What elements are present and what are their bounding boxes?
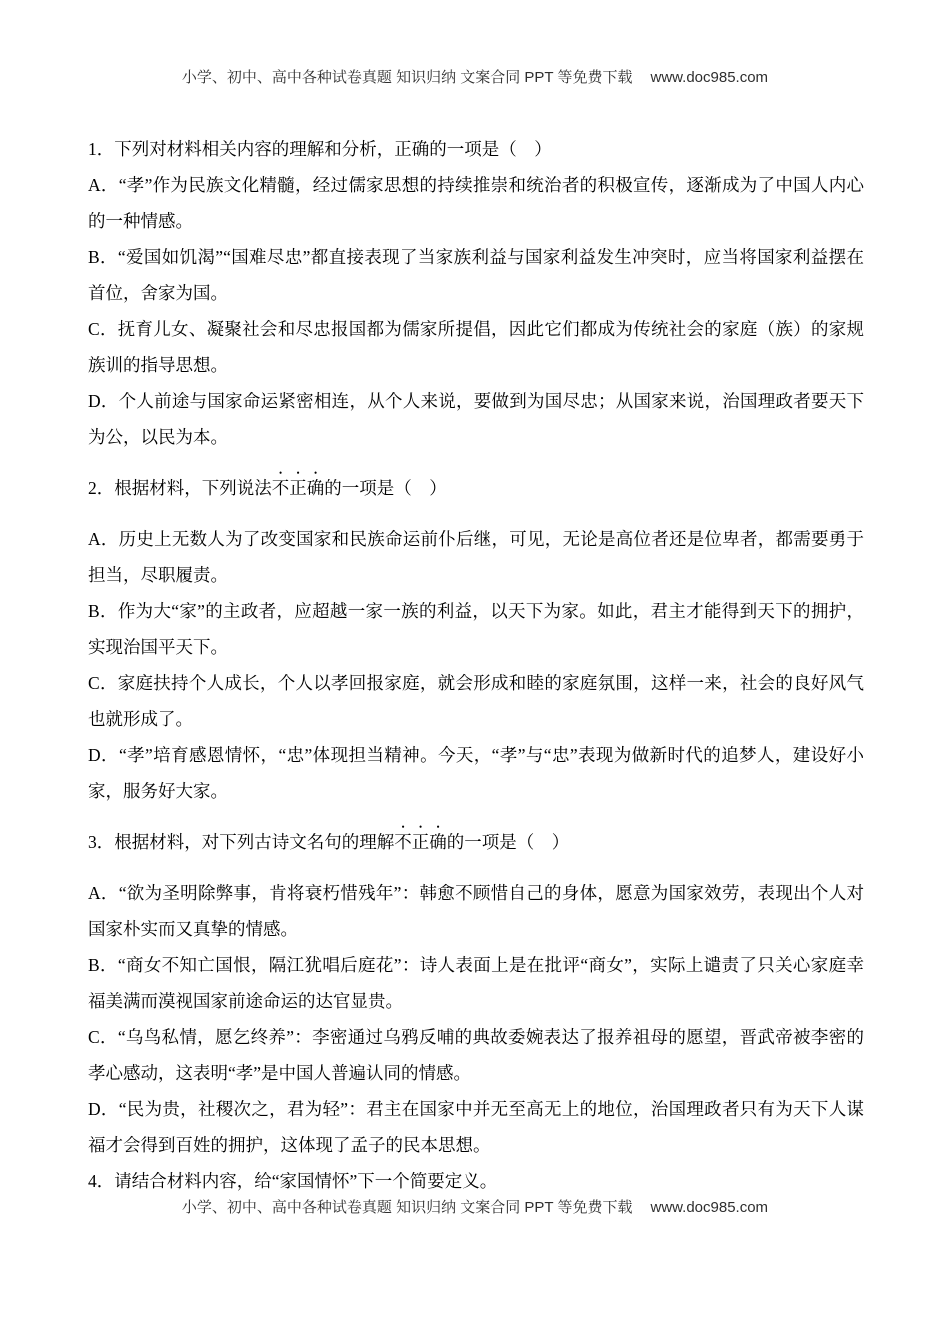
- page-footer-watermark: [0, 1196, 950, 1217]
- question-list: [88, 131, 864, 1199]
- question-2-option-d: [88, 737, 864, 809]
- question-1-text: 下列对材料相关内容的理解和分析，正确的一项是（ ）: [114, 139, 552, 159]
- option-text: “商女不知亡国恨，隔江犹唱后庭花”：诗人表面上是在批评“商女”，实际上谴责了只关心家庭幸福美满而漠视国家前途命运的达官显贵。: [88, 955, 864, 1011]
- option-label: B．: [88, 247, 118, 267]
- question-1-option-a: [88, 167, 864, 239]
- question-2-option-c: [88, 665, 864, 737]
- option-label: D．: [88, 1099, 119, 1119]
- option-text: “乌鸟私情，愿乞终养”：李密通过乌鸦反哺的典故委婉表达了报养祖母的愿望，晋武帝被李密的孝心感动，这表明“孝”是中国人普遍认同的情感。: [88, 1027, 864, 1083]
- option-label: D．: [88, 391, 119, 411]
- question-1-option-d: [88, 383, 864, 455]
- question-1-number: 1．: [88, 139, 115, 159]
- option-text: “欲为圣明除弊事，肯将衰朽惜残年”：韩愈不顾惜自己的身体，愿意为国家效劳，表现出个人对国家朴实而又真挚的情感。: [88, 883, 864, 939]
- option-text: “爱国如饥渴”“国难尽忠”都直接表现了当家族利益与国家利益发生冲突时，应当将国家利益摆在首位，舍家为国。: [88, 247, 864, 303]
- option-label: C．: [88, 673, 118, 693]
- question-2-text-post: 的一项是（ ）: [324, 478, 447, 498]
- option-label: A．: [88, 175, 119, 195]
- question-3-number: 3．: [88, 832, 115, 852]
- question-3-option-c: [88, 1019, 864, 1091]
- option-label: B．: [88, 601, 118, 621]
- footer-text: 小学、初中、高中各种试卷真题 知识归纳 文案合同 PPT 等免费下载: [181, 1199, 633, 1216]
- page-header-watermark: [0, 66, 950, 87]
- option-label: C．: [88, 319, 118, 339]
- question-3-emphasized-text: 不正确: [394, 832, 447, 852]
- option-text: “民为贵，社稷次之，君为轻”：君主在国家中并无至高无上的地位，治国理政者只有为天下人谋福才会得到百姓的拥护，这体现了孟子的民本思想。: [88, 1099, 864, 1155]
- option-label: A．: [88, 529, 119, 549]
- option-text: “孝”培育感恩情怀，“忠”体现担当精神。今天，“孝”与“忠”表现为做新时代的追梦人，建设好小家，服务好大家。: [88, 745, 864, 801]
- question-3-text-pre: 根据材料，对下列古诗文名句的理解: [114, 832, 395, 852]
- option-text: 个人前途与国家命运紧密相连，从个人来说，要做到为国尽忠；从国家来说，治国理政者要天下为公，以民为本。: [88, 391, 865, 447]
- option-text: 家庭扶持个人成长，个人以孝回报家庭，就会形成和睦的家庭氛围，这样一来，社会的良好风气也就形成了。: [88, 673, 864, 729]
- question-3-option-d: [88, 1091, 864, 1163]
- question-4-number: 4．: [88, 1171, 115, 1191]
- question-2-text-pre: 根据材料，下列说法: [114, 478, 272, 498]
- question-3-option-a: [88, 875, 864, 947]
- question-2-option-a: [88, 521, 864, 593]
- question-2-number: 2．: [88, 478, 115, 498]
- question-3-option-b: [88, 947, 864, 1019]
- header-text: 小学、初中、高中各种试卷真题 知识归纳 文案合同 PPT 等免费下载: [181, 69, 633, 86]
- question-4-stem: [88, 1163, 864, 1199]
- option-label: C．: [88, 1027, 118, 1047]
- question-1-option-c: [88, 311, 864, 383]
- question-2-option-b: [88, 593, 864, 665]
- option-label: B．: [88, 955, 118, 975]
- option-label: A．: [88, 883, 119, 903]
- option-label: D．: [88, 745, 119, 765]
- option-text: 抚育儿女、凝聚社会和尽忠报国都为儒家所提倡，因此它们都成为传统社会的家庭（族）的家规族训的指导思想。: [88, 319, 864, 375]
- question-2-emphasized-text: 不正确: [271, 478, 325, 498]
- question-2-stem: [88, 468, 864, 506]
- question-1-stem: [88, 131, 864, 167]
- question-1-option-b: [88, 239, 864, 311]
- question-4-text: 请结合材料内容，给“家国情怀”下一个简要定义。: [114, 1171, 498, 1191]
- option-text: “孝”作为民族文化精髓，经过儒家思想的持续推崇和统治者的积极宣传，逐渐成为了中国人内心的一种情感。: [88, 175, 864, 231]
- question-3-text-post: 的一项是（ ）: [446, 832, 570, 852]
- option-text: 作为大“家”的主政者，应超越一家一族的利益，以天下为家。如此，君主才能得到天下的拥护，实现治国平天下。: [88, 601, 864, 657]
- footer-url: www.doc985.com: [650, 1199, 769, 1216]
- option-text: 历史上无数人为了改变国家和民族命运前仆后继，可见，无论是高位者还是位卑者，都需要勇于担当，尽职履责。: [88, 529, 865, 585]
- question-3-stem: [88, 822, 864, 860]
- header-url: www.doc985.com: [650, 69, 769, 86]
